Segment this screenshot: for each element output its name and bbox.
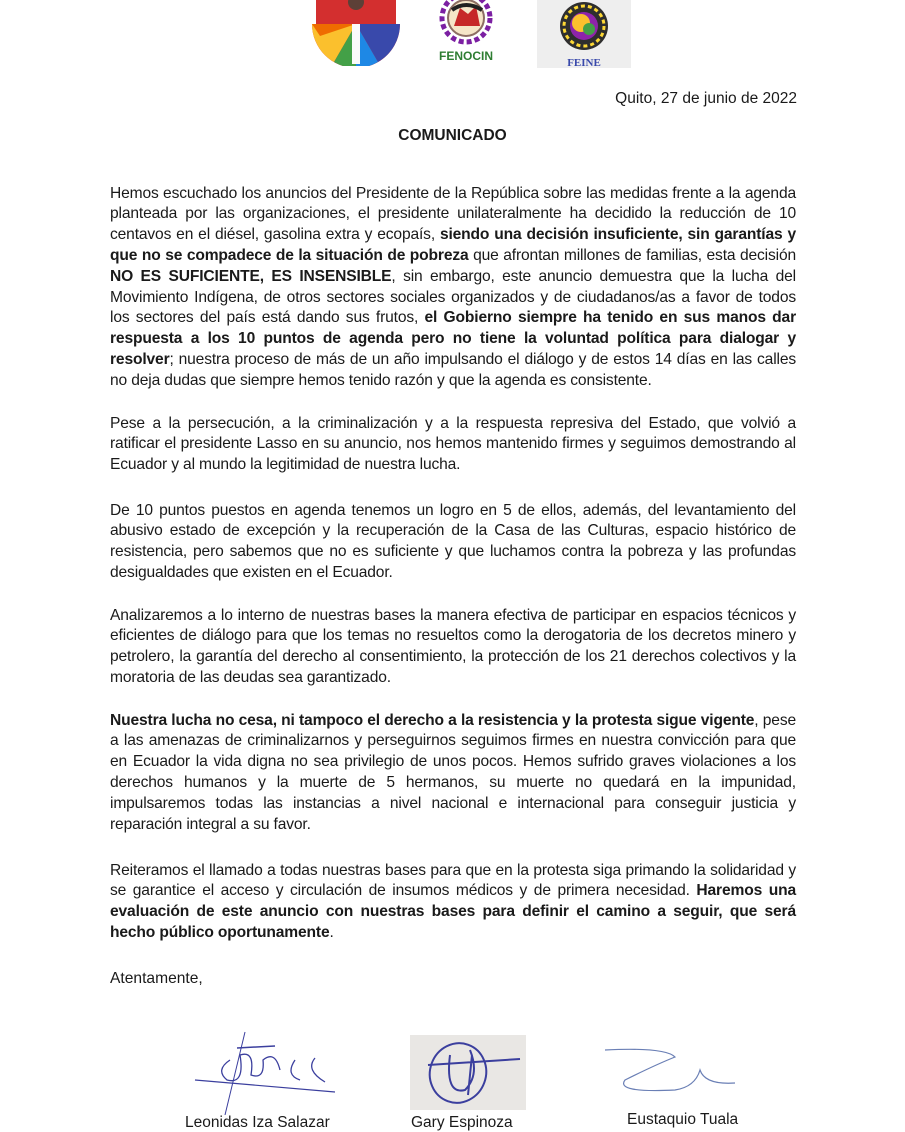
- signature-gary-espinoza: [410, 1035, 526, 1110]
- paragraph-1: [110, 184, 796, 392]
- organization-emblem-logo: [308, 0, 404, 66]
- emphasized-text: Haremos una evaluación de este anuncio con nuestras bases para definir el camino a seguir, que será hecho público oportunamente: [110, 882, 796, 941]
- emphasized-text: siendo una decisión insuficiente, sin garantías y que no se compadece de la situación de pobreza: [110, 226, 796, 264]
- fenocin-emblem-icon: [428, 0, 504, 46]
- feine-label: FEINE: [567, 57, 601, 69]
- emphasized-text: el Gobierno siempre ha tenido en sus manos dar respuesta a los 10 puntos de agenda pero no tiene la voluntad política para dialogar y resolver: [110, 309, 796, 368]
- feine-logo: [537, 0, 631, 68]
- signature-leonidas-iza: [185, 1030, 345, 1115]
- signatory-name: Gary Espinoza: [411, 1114, 513, 1131]
- text-run: que afrontan millones de familias, esta decisión: [468, 246, 796, 264]
- text-run: Hemos escuchado los anuncios del Presidente de la República sobre las medidas frente a la agenda planteada por las organizaciones, el presidente unilateralmente ha decidido la reducción de 10 centavos en el diésel, gasolina extra y ecopaís,: [110, 184, 796, 244]
- paragraph-5: [110, 711, 796, 836]
- text-run: ; nuestra proceso de más de un año impulsando el diálogo y de estos 14 días en las calles no deja dudas que siempre hemos tenido razón y que la agenda es consistente.: [110, 350, 796, 389]
- text-run: , pese a las amenazas de criminalizarnos y perseguirnos seguimos firmes en nuestra convicción para que en Ecuador la vida digna no sea privilegio de unos pocos. Hemos sufrido graves violaciones a los derechos humanos y la muerte de 5 hermanos, su muerte no quedará en la impunidad, impulsaremos todas las instancias a nivel nacional e internacional para conseguir justicia y reparación integral a su favor.: [110, 711, 796, 833]
- signatory-name: Eustaquio Tuala: [627, 1111, 739, 1128]
- header-logos: [0, 0, 905, 72]
- paragraph-3: [110, 501, 796, 584]
- closing-salutation: Atentamente,: [110, 970, 203, 987]
- text-run: Pese a la persecución, a la criminalización y a la respuesta represiva del Estado, que volvió a ratificar el presidente Lasso en su anuncio, nos hemos mantenido firmes y seguimos demostrando al Ecuador y al mundo la legitimidad de nuestra lucha.: [110, 414, 796, 474]
- paragraph-6: [110, 861, 796, 944]
- text-run: De 10 puntos puestos en agenda tenemos un logro en 5 de ellos, además, del levantamiento del abusivo estado de excepción y la recuperación de la Casa de las Culturas, espacio histórico de resistencia, pero sabemos que no es suficiente y que luchamos contra la pobreza y las profundas desigualdades que existen en el Ecuador.: [110, 501, 796, 581]
- paragraph-2: [110, 414, 796, 476]
- text-run: .: [329, 923, 334, 941]
- emphasized-text: NO ES SUFICIENTE, ES INSENSIBLE: [110, 267, 392, 285]
- emphasized-text: Nuestra lucha no cesa, ni tampoco el derecho a la resistencia y la protesta sigue vigente: [110, 711, 755, 729]
- text-run: , sin embargo, este anuncio demuestra que la lucha del Movimiento Indígena, de otros sectores sociales organizados y de ciudadanos/as a favor de todos los sectores del país está dando sus frutos,: [110, 267, 796, 327]
- paragraph-4: [110, 606, 796, 689]
- text-run: Analizaremos a lo interno de nuestras bases la manera efectiva de participar en espacios técnicos y eficientes de diálogo para que los temas no resueltos como la derogatoria de los decretos minero y petrolero, la garantía del derecho al consentimiento, la protección de los 21 derechos colectivos y la moratoria de las deudas sea garantizado.: [110, 606, 796, 686]
- document-date: Quito, 27 de junio de 2022: [615, 90, 797, 107]
- fenocin-label: FENOCIN: [439, 49, 493, 63]
- signature-eustaquio-tuala: [595, 1045, 755, 1095]
- fenocin-logo: [428, 0, 504, 64]
- signatory-name: Leonidas Iza Salazar: [185, 1114, 330, 1131]
- text-run: Reiteramos el llamado a todas nuestras bases para que en la protesta siga primando la solidaridad y se garantice el acceso y circulación de insumos médicos y de primera necesidad.: [110, 861, 796, 900]
- feine-emblem-icon: [537, 0, 631, 52]
- document-title: COMUNICADO: [398, 127, 507, 144]
